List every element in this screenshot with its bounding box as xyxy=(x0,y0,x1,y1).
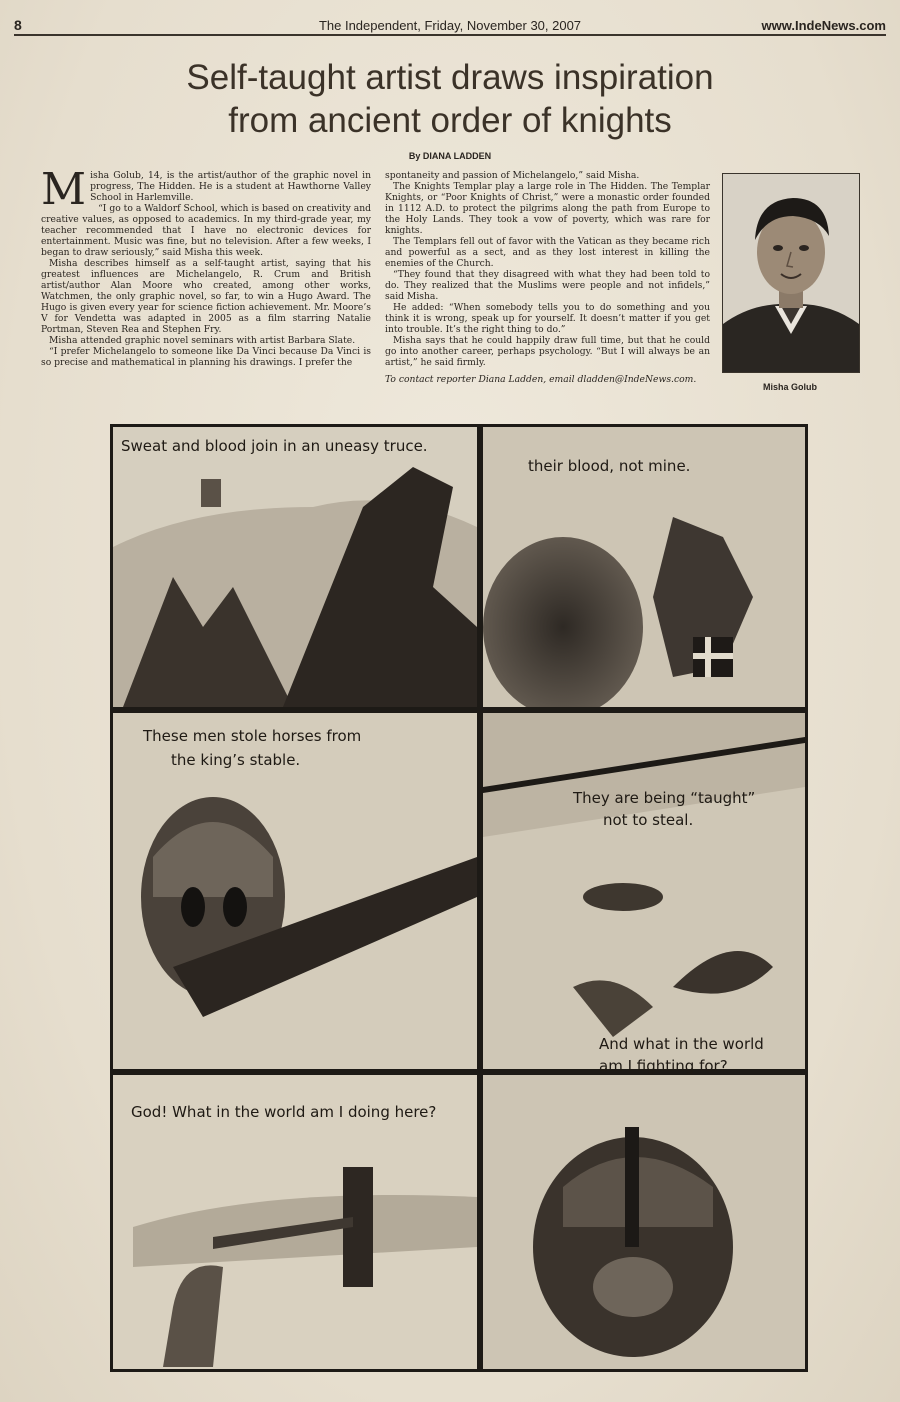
page-number: 8 xyxy=(14,17,22,33)
caption-panel-2: their blood, not mine. xyxy=(528,457,691,475)
paragraph: spontaneity and passion of Michelangelo,” said Misha. xyxy=(385,170,640,181)
byline: By DIANA LADDEN xyxy=(408,151,492,161)
paragraph: The Knights Templar play a large role in The Hidden. The Templar Knights, or “Poor Knights of Christ,” were a monastic order founded in 1112 A.D. to protect the pilgrims along the path from Europe to the Holy Lands. They took a vow of poverty, which was rare for knights. xyxy=(385,181,710,236)
paragraph: Misha attended graphic novel seminars with artist Barbara Slate. xyxy=(49,335,356,346)
caption-panel-5: God! What in the world am I doing here? xyxy=(131,1103,437,1121)
caption-panel-4-line-2: not to steal. xyxy=(603,811,694,829)
issue-date: The Independent, Friday, November 30, 2007 xyxy=(318,18,582,33)
masthead xyxy=(14,14,886,36)
portrait-illustration xyxy=(723,174,859,372)
paragraph: “They found that they disagreed with what they had been told to do. They realized that the Muslims were people and not infidels,” said Misha. xyxy=(385,269,710,302)
caption-panel-4-line-1: They are being “taught” xyxy=(573,789,756,807)
caption-panel-6-line-1: And what in the world xyxy=(599,1035,764,1053)
contact-line: To contact reporter Diana Ladden, email dladden@IndeNews.com. xyxy=(385,374,697,385)
headline xyxy=(30,56,870,142)
paragraph: Misha Golub, 14, is the artist/author of the graphic novel in progress, The Hidden. He is a student at Hawthorne Valley School in Harlemville. xyxy=(41,164,371,215)
paragraph: The Templars fell out of favor with the Vatican as they became rich and powerful as a sect, and as they lost interest in killing the enemies of the Church. xyxy=(385,236,710,269)
comic-artwork xyxy=(113,427,805,1369)
caption-panel-3-line-2: the king’s stable. xyxy=(171,751,301,769)
headline-line-2: from ancient order of knights xyxy=(228,101,672,140)
article-column-2 xyxy=(385,170,710,385)
paragraph: “I go to a Waldorf School, which is based on creativity and creative values, as opposed to academics. In my third-grade year, my teacher recommended that I have no electronic devices for entertainment. Music was fine, but no television. After a few weeks, I began to draw seriously,” said Misha this week. xyxy=(41,203,371,258)
paragraph: Misha describes himself as a self-taught artist, saying that his greatest influences are Michelangelo, R. Crum and British artist/author Alan Moore who created, among other works, Watchmen, the only graphic novel, so far, to win a Hugo Award. The Hugo is given every year for science fiction achievement. Mr. Moore’s V for Vendetta was adapted in 2005 as a film starring Natalie Portman, Steven Rea and Stephen Fry. xyxy=(41,258,371,335)
author-photo xyxy=(722,173,860,373)
caption-panel-3-line-1: These men stole horses from xyxy=(143,727,362,745)
photo-caption: Misha Golub xyxy=(763,382,817,392)
article-column-1 xyxy=(41,164,371,368)
paragraph: Misha says that he could happily draw full time, but that he could go into another career, perhaps psychology. “But I will always be an artist,” he said firmly. xyxy=(385,335,710,368)
headline-line-1: Self-taught artist draws inspiration xyxy=(186,58,714,97)
drop-cap: M xyxy=(41,164,87,215)
website-link[interactable]: www.IndeNews.com xyxy=(761,18,886,33)
caption-panel-1: Sweat and blood join in an uneasy truce. xyxy=(121,437,428,455)
paragraph: He added: “When somebody tells you to do something and you think it is wrong, speak up for yourself. It doesn’t matter if you get into trouble. It’s the right thing to do.” xyxy=(385,302,710,335)
paragraph: “I prefer Michelangelo to someone like Da Vinci because Da Vinci is so precise and mathematical in planning his drawings. I prefer the xyxy=(41,346,371,368)
caption-panel-6-line-2: am I fighting for? xyxy=(599,1057,728,1075)
comic-page xyxy=(110,424,808,1372)
